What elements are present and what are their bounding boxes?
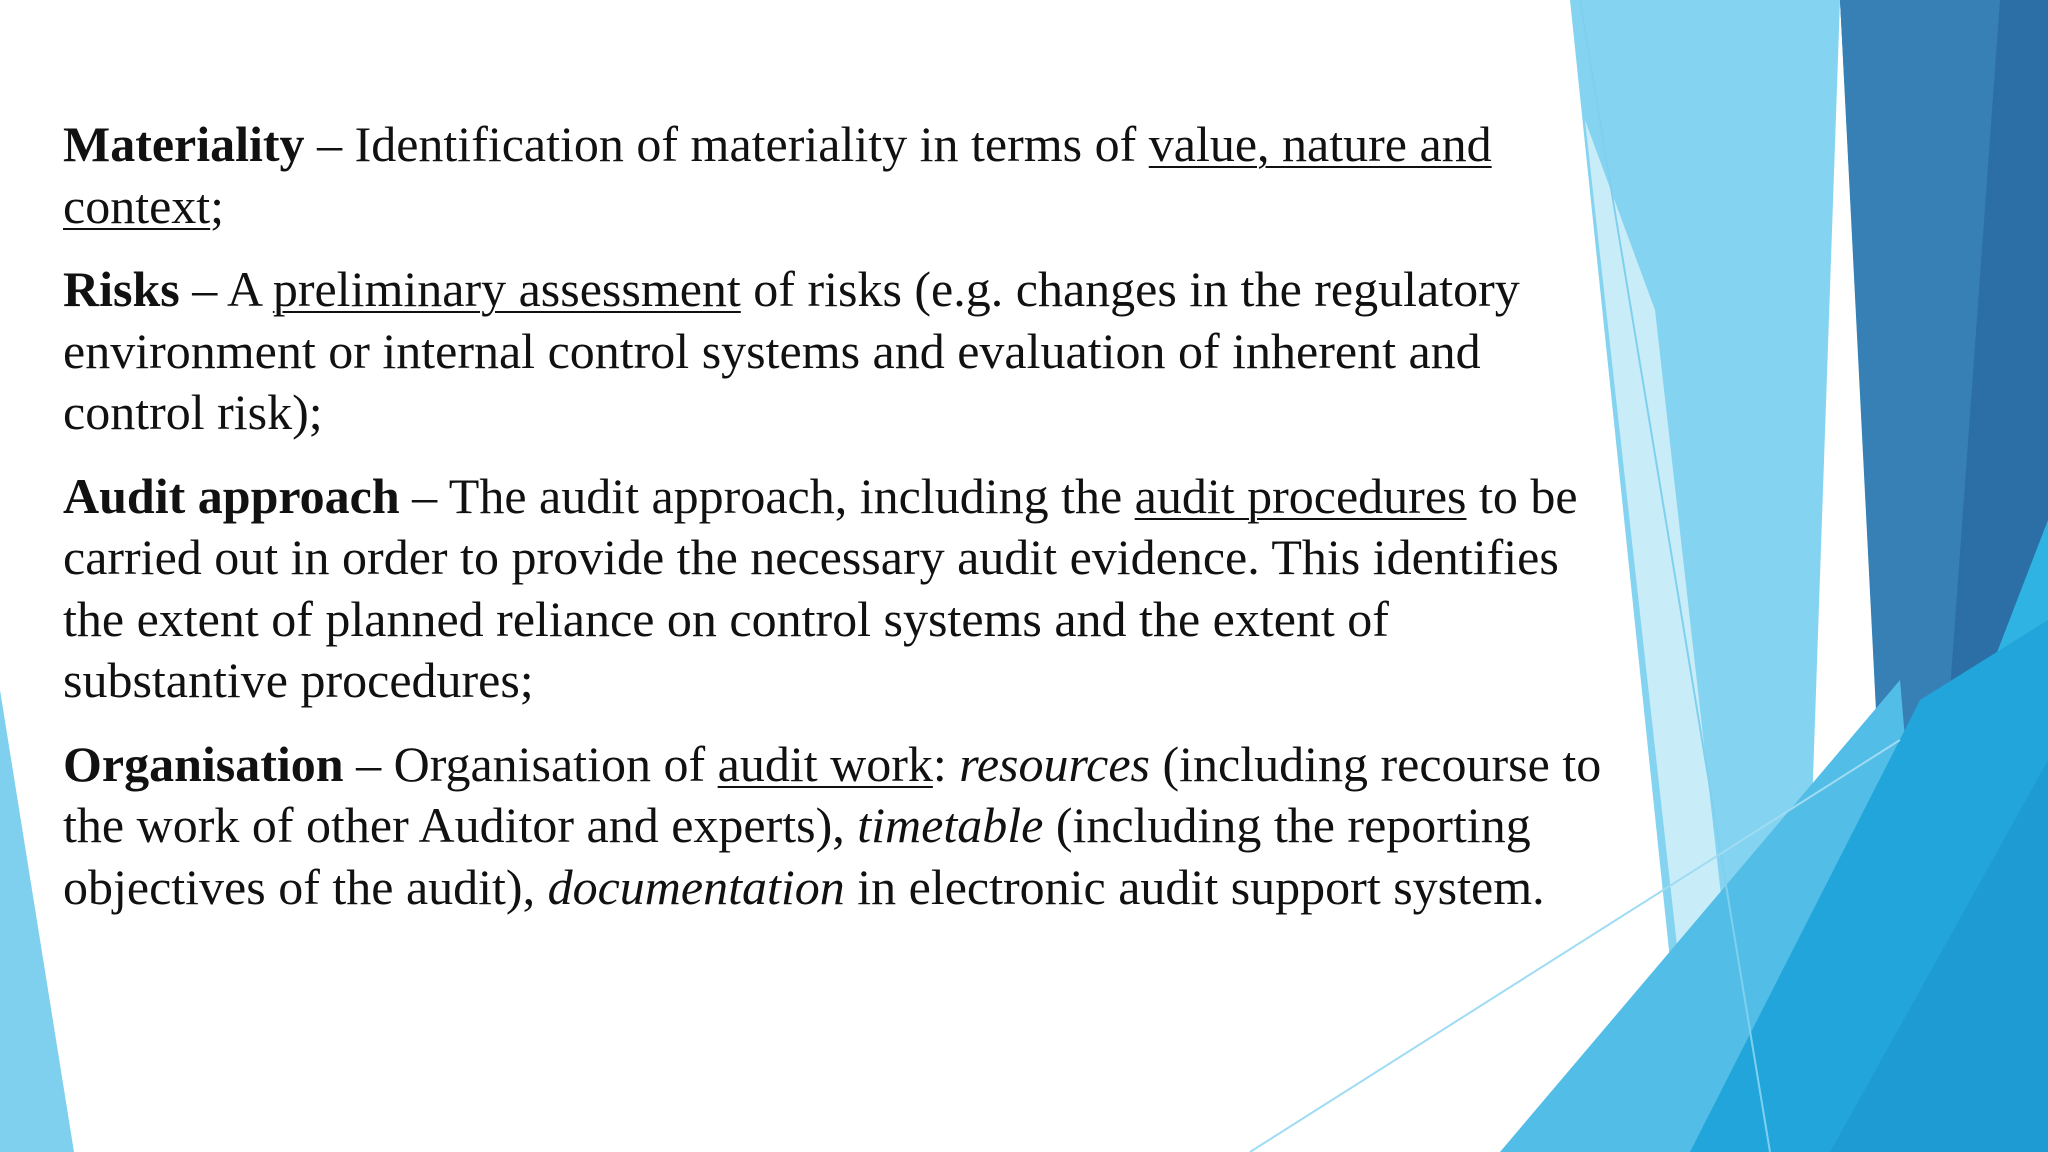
paragraph-organisation (63, 734, 1603, 919)
heading-risks: Risks (63, 261, 180, 317)
heading-audit-approach: Audit approach (63, 467, 400, 524)
text: ; (210, 177, 225, 234)
italic-text: documentation (547, 858, 845, 915)
slide-body (63, 114, 1603, 940)
text: The audit approach, including the (448, 467, 1135, 524)
heading-materiality: Materiality (63, 116, 305, 172)
underlined-text: audit procedures (1134, 467, 1467, 524)
separator: – (304, 116, 355, 172)
text: (including recourse to the work of other Auditor and experts), (63, 735, 1602, 853)
underlined-text: value, nature and context (63, 116, 1492, 234)
text: of risks (e.g. changes in the regulatory environment or internal control systems and evaluation of inherent and control risk); (63, 261, 1520, 440)
underlined-text: preliminary assessment (272, 261, 741, 317)
text: in electronic audit support system. (844, 858, 1545, 915)
text: A (226, 261, 273, 317)
paragraph-materiality (63, 114, 1603, 237)
heading-organisation: Organisation (63, 735, 344, 792)
text: : (932, 735, 960, 792)
separator: – (399, 467, 449, 524)
text: Identification of materiality in terms of (354, 116, 1149, 172)
separator: – (343, 735, 394, 792)
separator: – (179, 261, 227, 317)
text: Organisation of (393, 735, 718, 792)
text: (including the reporting objectives of the audit), (63, 797, 1531, 915)
paragraph-risks (63, 259, 1603, 444)
italic-text: resources (959, 735, 1150, 792)
paragraph-audit-approach (63, 466, 1603, 712)
underlined-text: audit work (717, 735, 933, 792)
italic-text: timetable (857, 797, 1044, 853)
text: to be carried out in order to provide the necessary audit evidence. This identifies the extent of planned reliance on control systems and the extent of substantive procedures; (63, 467, 1578, 708)
